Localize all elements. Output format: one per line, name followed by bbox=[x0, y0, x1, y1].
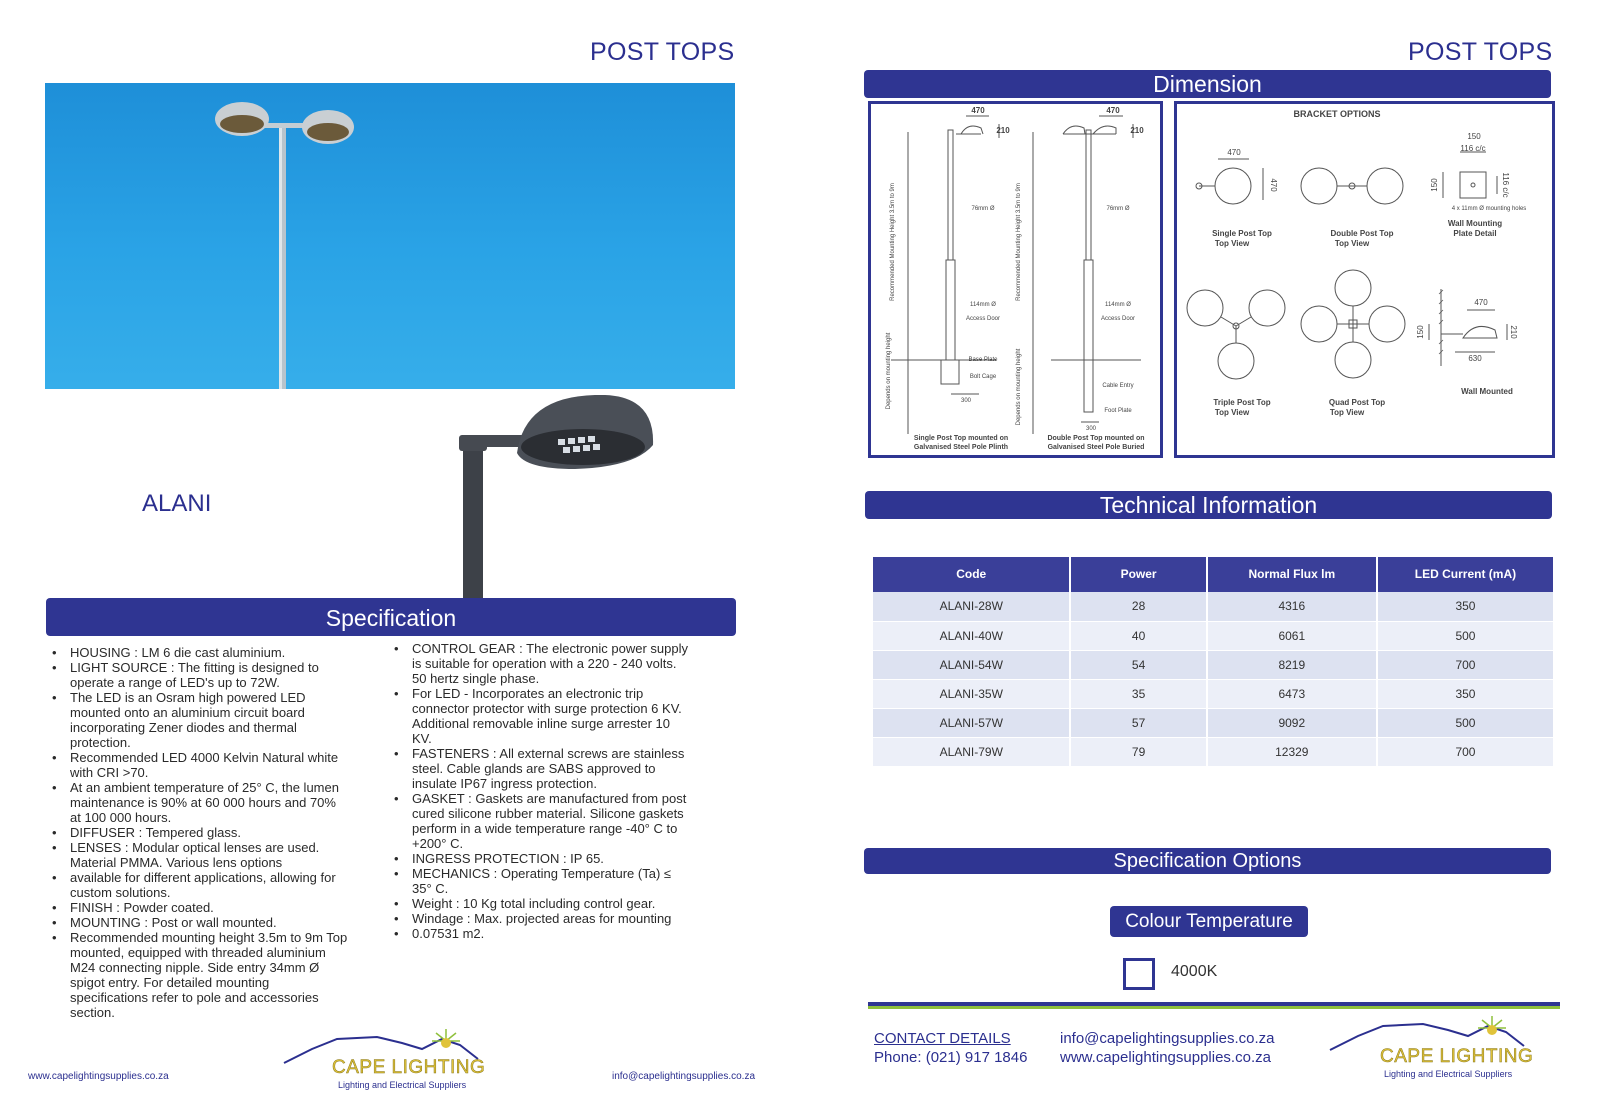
table-header-cell: Power bbox=[1070, 557, 1206, 592]
cape-lighting-logo-right: CAPE LIGHTING Lighting and Electrical Suppliers bbox=[1328, 1012, 1538, 1084]
table-header-cell: LED Current (mA) bbox=[1377, 557, 1554, 592]
left-page-title: POST TOPS bbox=[590, 38, 735, 66]
colour-temperature-option: 4000K bbox=[1171, 963, 1218, 980]
table-cell: 350 bbox=[1377, 679, 1554, 708]
table-cell: 700 bbox=[1377, 650, 1554, 679]
table-cell: ALANI-79W bbox=[873, 737, 1070, 766]
spec-item: • GASKET : Gaskets are manufactured from post cured silicone rubber material. Silicone gaskets perform in a wide temperature range -40° C to +200° C. bbox=[390, 791, 690, 851]
spec-item: • Recommended mounting height 3.5m to 9m Top mounted, equipped with threaded aluminium M24 connecting nipple. Side entry 34mm Ø spigot entry. For detailed mounting specifications refer to pole and accessories section. bbox=[48, 930, 348, 1020]
spec-item: • INGRESS PROTECTION : IP 65. bbox=[390, 851, 690, 866]
table-row bbox=[873, 650, 1554, 679]
table-cell: 700 bbox=[1377, 737, 1554, 766]
table-cell: 4316 bbox=[1207, 592, 1377, 621]
spec-item: • Recommended LED 4000 Kelvin Natural white with CRI >70. bbox=[48, 750, 348, 780]
cape-lighting-logo-left: CAPE LIGHTING Lighting and Electrical Suppliers bbox=[282, 1025, 492, 1095]
spec-item: • FINISH : Powder coated. bbox=[48, 900, 348, 915]
spec-item: • available for different applications, allowing for custom solutions. bbox=[48, 870, 348, 900]
specification-options-heading: Specification Options bbox=[864, 848, 1551, 874]
table-cell: 6061 bbox=[1207, 621, 1377, 650]
table-cell: 6473 bbox=[1207, 679, 1377, 708]
spec-item: • FASTENERS : All external screws are stainless steel. Cable glands are SABS approved to insulate IP67 ingress protection. bbox=[390, 746, 690, 791]
table-cell: ALANI-57W bbox=[873, 708, 1070, 737]
spec-item: • CONTROL GEAR : The electronic power supply is suitable for operation with a 220 - 240 volts. 50 hertz single phase. bbox=[390, 641, 690, 686]
left-footer-email[interactable]: info@capelightingsupplies.co.za bbox=[612, 1071, 756, 1082]
table-cell: 54 bbox=[1070, 650, 1206, 679]
table-cell: ALANI-54W bbox=[873, 650, 1070, 679]
specification-list-left bbox=[48, 645, 348, 1020]
table-cell: 12329 bbox=[1207, 737, 1377, 766]
table-row bbox=[873, 737, 1554, 766]
double-post-top-photo bbox=[45, 83, 735, 389]
table-cell: 8219 bbox=[1207, 650, 1377, 679]
table-header-cell: Code bbox=[873, 557, 1070, 592]
spec-item: • For LED - Incorporates an electronic trip connector protector with surge protection 6 KV. Additional removable inline surge arrester 10 KV. bbox=[390, 686, 690, 746]
contact-website[interactable]: www.capelightingsupplies.co.za bbox=[1060, 1049, 1271, 1066]
spec-item: • HOUSING : LM 6 die cast aluminium. bbox=[48, 645, 348, 660]
spec-item: • Windage : Max. projected areas for mounting bbox=[390, 911, 690, 926]
spec-item: • Weight : 10 Kg total including control gear. bbox=[390, 896, 690, 911]
spec-item: • The LED is an Osram high powered LED mounted onto an aluminium circuit board incorporating Zener diodes and thermal protection. bbox=[48, 690, 348, 750]
footer-rule-accent bbox=[868, 1006, 1560, 1009]
specification-list-right bbox=[390, 641, 690, 941]
colour-temperature-label: Colour Temperature bbox=[1110, 906, 1308, 937]
table-row bbox=[873, 679, 1554, 708]
spec-item: • MECHANICS : Operating Temperature (Ta) ≤ 35° C. bbox=[390, 866, 690, 896]
spec-item: • LENSES : Modular optical lenses are used. Material PMMA. Various lens options bbox=[48, 840, 348, 870]
bracket-options-drawing: BRACKET OPTIONS 470 470 Single Post Top Top View Double Post Top Top View 150 116 c/c 150 116 c/c 4 x 11mm Ø mounting holes Wall Mounting Plate Detail Triple Post Top Top View Quad Post Top Top View 470 630 150 210 Wall Mounted bbox=[1174, 101, 1555, 458]
right-page-title: POST TOPS bbox=[1408, 38, 1553, 66]
table-cell: 28 bbox=[1070, 592, 1206, 621]
table-cell: 40 bbox=[1070, 621, 1206, 650]
table-cell: ALANI-40W bbox=[873, 621, 1070, 650]
table-cell: 9092 bbox=[1207, 708, 1377, 737]
technical-table bbox=[873, 557, 1555, 767]
table-cell: 35 bbox=[1070, 679, 1206, 708]
left-footer-website[interactable]: www.capelightingsupplies.co.za bbox=[28, 1071, 169, 1082]
contact-phone[interactable]: Phone: (021) 917 1846 bbox=[874, 1049, 1028, 1066]
alani-luminaire-photo bbox=[455, 395, 685, 600]
contact-email[interactable]: info@capelightingsupplies.co.za bbox=[1060, 1030, 1275, 1047]
technical-information-heading: Technical Information bbox=[865, 491, 1552, 519]
table-header-cell: Normal Flux lm bbox=[1207, 557, 1377, 592]
table-cell: 500 bbox=[1377, 621, 1554, 650]
spec-item: • 0.07531 m2. bbox=[390, 926, 690, 941]
spec-item: • LIGHT SOURCE : The fitting is designed to operate a range of LED's up to 72W. bbox=[48, 660, 348, 690]
table-row bbox=[873, 592, 1554, 621]
specification-heading: Specification bbox=[46, 598, 736, 636]
dimension-heading: Dimension bbox=[864, 70, 1551, 98]
table-cell: 350 bbox=[1377, 592, 1554, 621]
table-cell: 79 bbox=[1070, 737, 1206, 766]
spec-item: • DIFFUSER : Tempered glass. bbox=[48, 825, 348, 840]
contact-heading: CONTACT DETAILS bbox=[874, 1030, 1011, 1047]
table-cell: ALANI-28W bbox=[873, 592, 1070, 621]
colour-temperature-checkbox[interactable] bbox=[1123, 958, 1155, 990]
table-row bbox=[873, 708, 1554, 737]
spec-item: • MOUNTING : Post or wall mounted. bbox=[48, 915, 348, 930]
pole-dimension-drawing: 470 470 210 210 Recommended Mounting Height 3.5m to 9m Recommended Mounting Height 3.5m to 9m 76mm Ø 76mm Ø 114mm Ø 114mm Ø Access Door Access Door Base Plate Bolt Cage Cable Entry Foot Plate Depends on mounting height Depends on mounting height 300 300 Single Post Top mounted on Galvanised Steel Pole Plinth Double Post Top mounted on Galvanised Steel Pole Buried bbox=[868, 101, 1163, 458]
table-row bbox=[873, 621, 1554, 650]
table-cell: 500 bbox=[1377, 708, 1554, 737]
spec-item: • At an ambient temperature of 25° C, the lumen maintenance is 90% at 60 000 hours and 70% at 100 000 hours. bbox=[48, 780, 348, 825]
table-cell: 57 bbox=[1070, 708, 1206, 737]
table-cell: ALANI-35W bbox=[873, 679, 1070, 708]
product-name: ALANI bbox=[142, 490, 212, 517]
